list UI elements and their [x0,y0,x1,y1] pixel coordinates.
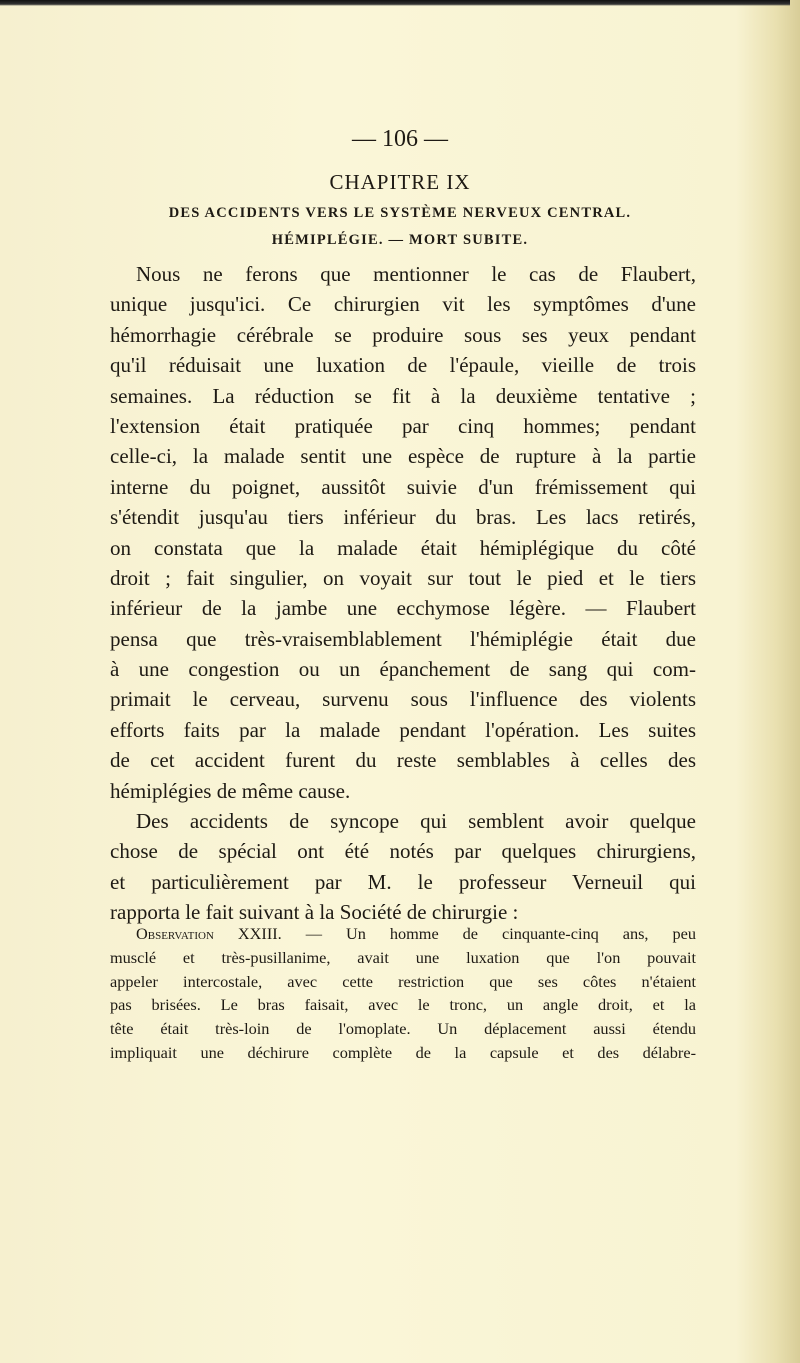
chapter-subtitle-2: HÉMIPLÉGIE. — MORT SUBITE. [271,232,529,248]
observation-line: Observation XXIII. — Un homme de cinquante-cinq ans, peu [136,924,696,943]
text-line: Des accidents de syncope qui semblent avoir quelque [136,809,696,834]
text-line: hémorrhagie cérébrale se produire sous ses yeux pendant [110,322,696,347]
text-line: primait le cerveau, survenu sous l'influence des violents [110,687,696,712]
page-number: — 106 — [352,126,448,152]
text-line: efforts faits par la malade pendant l'opération. Les suites [110,717,696,742]
observation-block [110,922,696,1065]
chapter-title: CHAPITRE IX [329,170,471,194]
chapter-subtitle-1: DES ACCIDENTS VERS LE SYSTÈME NERVEUX CENTRAL. [168,205,632,221]
text-line: qu'il réduisait une luxation de l'épaule, vieille de trois [110,353,696,378]
text-line: hémiplégies de même cause. [110,778,351,803]
text-line: semaines. La réduction se fit à la deuxième tentative ; [110,383,696,408]
scan-edge [0,0,790,6]
text-line: unique jusqu'ici. Ce chirurgien vit les symptômes d'une [110,292,696,317]
text-line: droit ; fait singulier, on voyait sur tout le pied et le tiers [110,565,696,590]
text-line: interne du poignet, aussitôt suivie d'un frémissement qui [110,474,696,499]
observation-line: impliquait une déchirure complète de la capsule et des délabre- [110,1042,696,1062]
observation-line: pas brisées. Le bras faisait, avec le tronc, un angle droit, et la [110,995,696,1015]
text-line: chose de spécial ont été notés par quelques chirurgiens, [110,839,696,864]
body-text [110,259,696,928]
text-line: l'extension était pratiquée par cinq hommes; pendant [110,413,696,438]
text-line: et particulièrement par M. le professeur Verneuil qui [110,869,696,894]
text-line: à une congestion ou un épanchement de sang qui com- [110,657,696,682]
text-line: celle-ci, la malade sentit une espèce de rupture à la partie [110,444,696,469]
text-line: rapporta le fait suivant à la Société de chirurgie : [110,900,519,925]
observation-label: Observation XXIII. [136,924,282,943]
observation-line: musclé et très-pusillanime, avait une luxation que l'on pouvait [110,947,696,967]
text-line: on constata que la malade était hémiplégique du côté [110,535,696,560]
text-line: pensa que très-vraisemblablement l'hémiplégie était due [110,626,696,651]
text-line: inférieur de la jambe une ecchymose légère. — Flaubert [110,596,696,621]
text-line: de cet accident furent du reste semblables à celles des [110,748,696,773]
observation-line: tête était très-loin de l'omoplate. Un déplacement aussi étendu [110,1019,696,1039]
observation-line: appeler intercostale, avec cette restriction que ses côtes n'étaient [110,971,696,991]
text-line: s'étendit jusqu'au tiers inférieur du bras. Les lacs retirés, [110,505,696,530]
text-line: Nous ne ferons que mentionner le cas de Flaubert, [136,262,696,286]
